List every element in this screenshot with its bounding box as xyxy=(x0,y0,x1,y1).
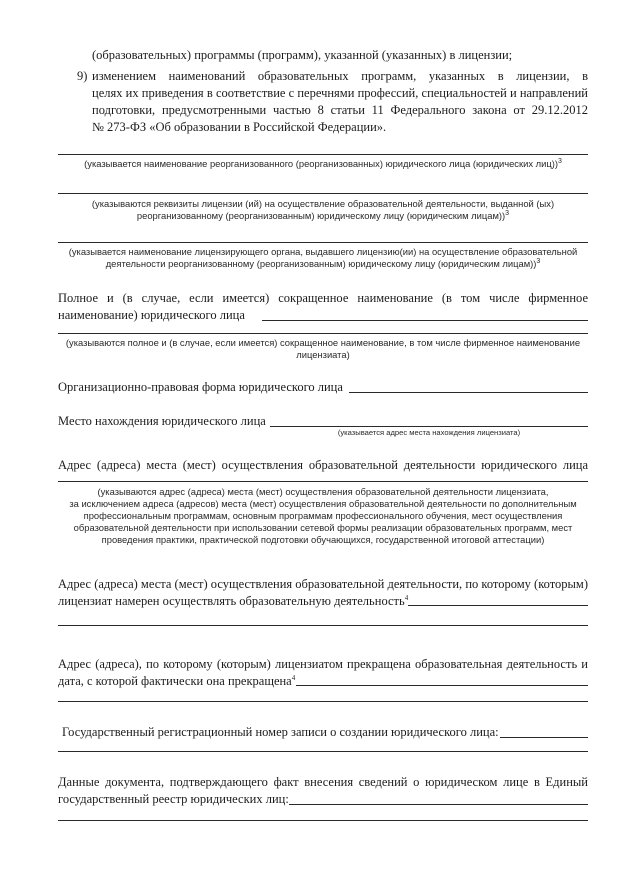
list-item-9-line3: подготовки, предусмотренными частью 8 статьи 11 Федерального закона от 29.12.2012 xyxy=(92,103,588,117)
ceased-label-text: дата, с которой фактически она прекращена xyxy=(58,674,292,688)
intended-field[interactable] xyxy=(408,605,588,606)
hint-licensing-authority-line2 xyxy=(58,258,588,271)
egrul-label-line1: Данные документа, подтверждающего факт внесения сведений о юридическом лице в Единый xyxy=(58,775,588,789)
intended-label-text: лицензиат намерен осуществлять образовательную деятельность xyxy=(58,594,405,608)
blank-line-licensing-authority[interactable] xyxy=(58,242,588,243)
footnote-mark: 4 xyxy=(291,673,296,682)
reg-number-label: Государственный регистрационный номер записи о создании юридического лица: xyxy=(62,725,499,739)
blank-line-license-details[interactable] xyxy=(58,193,588,194)
egrul-field[interactable] xyxy=(289,804,588,805)
ceased-label-line2 xyxy=(58,673,295,690)
ceased-field-extra-line[interactable] xyxy=(58,701,588,702)
fullname-field[interactable] xyxy=(262,320,588,321)
reg-number-field[interactable] xyxy=(500,737,588,738)
addresses-label: Адрес (адреса) места (мест) осуществления образовательной деятельности юридического лица xyxy=(58,458,588,472)
reg-number-field-extra-line[interactable] xyxy=(58,751,588,752)
list-item-number: 9) xyxy=(77,69,88,83)
list-continuation-line: (образовательных) программы (программ), указанной (указанных) в лицензии; xyxy=(92,48,513,62)
hint-text: (указывается наименование реорганизованного (реорганизованных) юридического лица (юридических лиц)) xyxy=(84,158,558,169)
blank-line-reorganized-name[interactable] xyxy=(58,154,588,155)
footnote-mark: 3 xyxy=(557,157,562,165)
hint-fullname-line1: (указываются полное и (в случае, если имеется) сокращенное наименование, в том числе фирменное наименование xyxy=(65,337,581,348)
intended-field-extra-line[interactable] xyxy=(58,625,588,626)
location-field[interactable] xyxy=(270,426,588,427)
legal-form-field[interactable] xyxy=(349,392,588,393)
hint-text: деятельности реорганизованному (реорганизованным) юридическому лицу (юридическим лицам)) xyxy=(105,258,537,269)
footnote-mark: 3 xyxy=(536,257,541,265)
hint-addresses-line5: проведения практики, практической подготовки обучающихся, государственной итоговой аттестации) xyxy=(101,534,545,545)
hint-addresses-line3: профессиональным программам, основным программам профессионального обучения, мест осуществления xyxy=(83,510,563,521)
list-item-9-line1: изменением наименований образовательных программ, указанных в лицензии, в xyxy=(92,69,588,83)
hint-addresses-line1: (указываются адрес (адреса) места (мест) осуществления образовательной деятельности лицензиата, xyxy=(97,486,549,497)
list-item-9-line2: целях их приведения в соответствие с перечнями профессий, специальностей и направлений xyxy=(92,86,588,100)
footnote-mark: 3 xyxy=(505,209,510,217)
fullname-label-line1: Полное и (в случае, если имеется) сокращенное наименование (в том числе фирменное xyxy=(58,291,588,305)
footnote-mark: 4 xyxy=(404,593,409,602)
hint-text: реорганизованному (реорганизованным) юридическому лицу (юридическим лицам)) xyxy=(136,210,506,221)
egrul-field-extra-line[interactable] xyxy=(58,820,588,821)
addresses-field[interactable] xyxy=(58,481,588,482)
hint-fullname-line2: лицензиата) xyxy=(296,349,350,360)
hint-license-details-line2 xyxy=(58,210,588,223)
ceased-field[interactable] xyxy=(296,685,588,686)
intended-label-line2 xyxy=(58,593,408,610)
fullname-field-extra-line[interactable] xyxy=(58,333,588,334)
fullname-label-line2: наименование) юридического лица xyxy=(58,308,245,322)
hint-addresses-line4: образовательной деятельности при использовании сетевой формы реализации образовательных программ, мест xyxy=(73,522,573,533)
location-label: Место нахождения юридического лица xyxy=(58,414,266,428)
hint-licensing-authority-line1: (указывается наименование лицензирующего органа, выдавшего лицензию(ии) на осуществление образовательной xyxy=(68,246,578,257)
hint-reorganized-name xyxy=(58,158,588,171)
egrul-label-line2: государственный реестр юридических лиц: xyxy=(58,792,289,806)
ceased-label-line1: Адрес (адреса), по которому (которым) лицензиатом прекращена образовательная деятельность и xyxy=(58,657,588,671)
list-item-9-line4: № 273-ФЗ «Об образовании в Российской Федерации». xyxy=(92,120,387,134)
hint-license-details-line1: (указываются реквизиты лицензии (ий) на осуществление образовательной деятельности, выданной (ых) xyxy=(91,198,555,209)
hint-location: (указывается адрес места нахождения лицензиата) xyxy=(337,428,521,437)
hint-addresses-line2: за исключением адреса (адресов) места (мест) осуществления образовательной деятельности по дополнительным xyxy=(69,498,577,509)
legal-form-label: Организационно-правовая форма юридического лица xyxy=(58,380,343,394)
intended-label-line1: Адрес (адреса) места (мест) осуществления образовательной деятельности, по которому (которым) xyxy=(58,577,588,591)
